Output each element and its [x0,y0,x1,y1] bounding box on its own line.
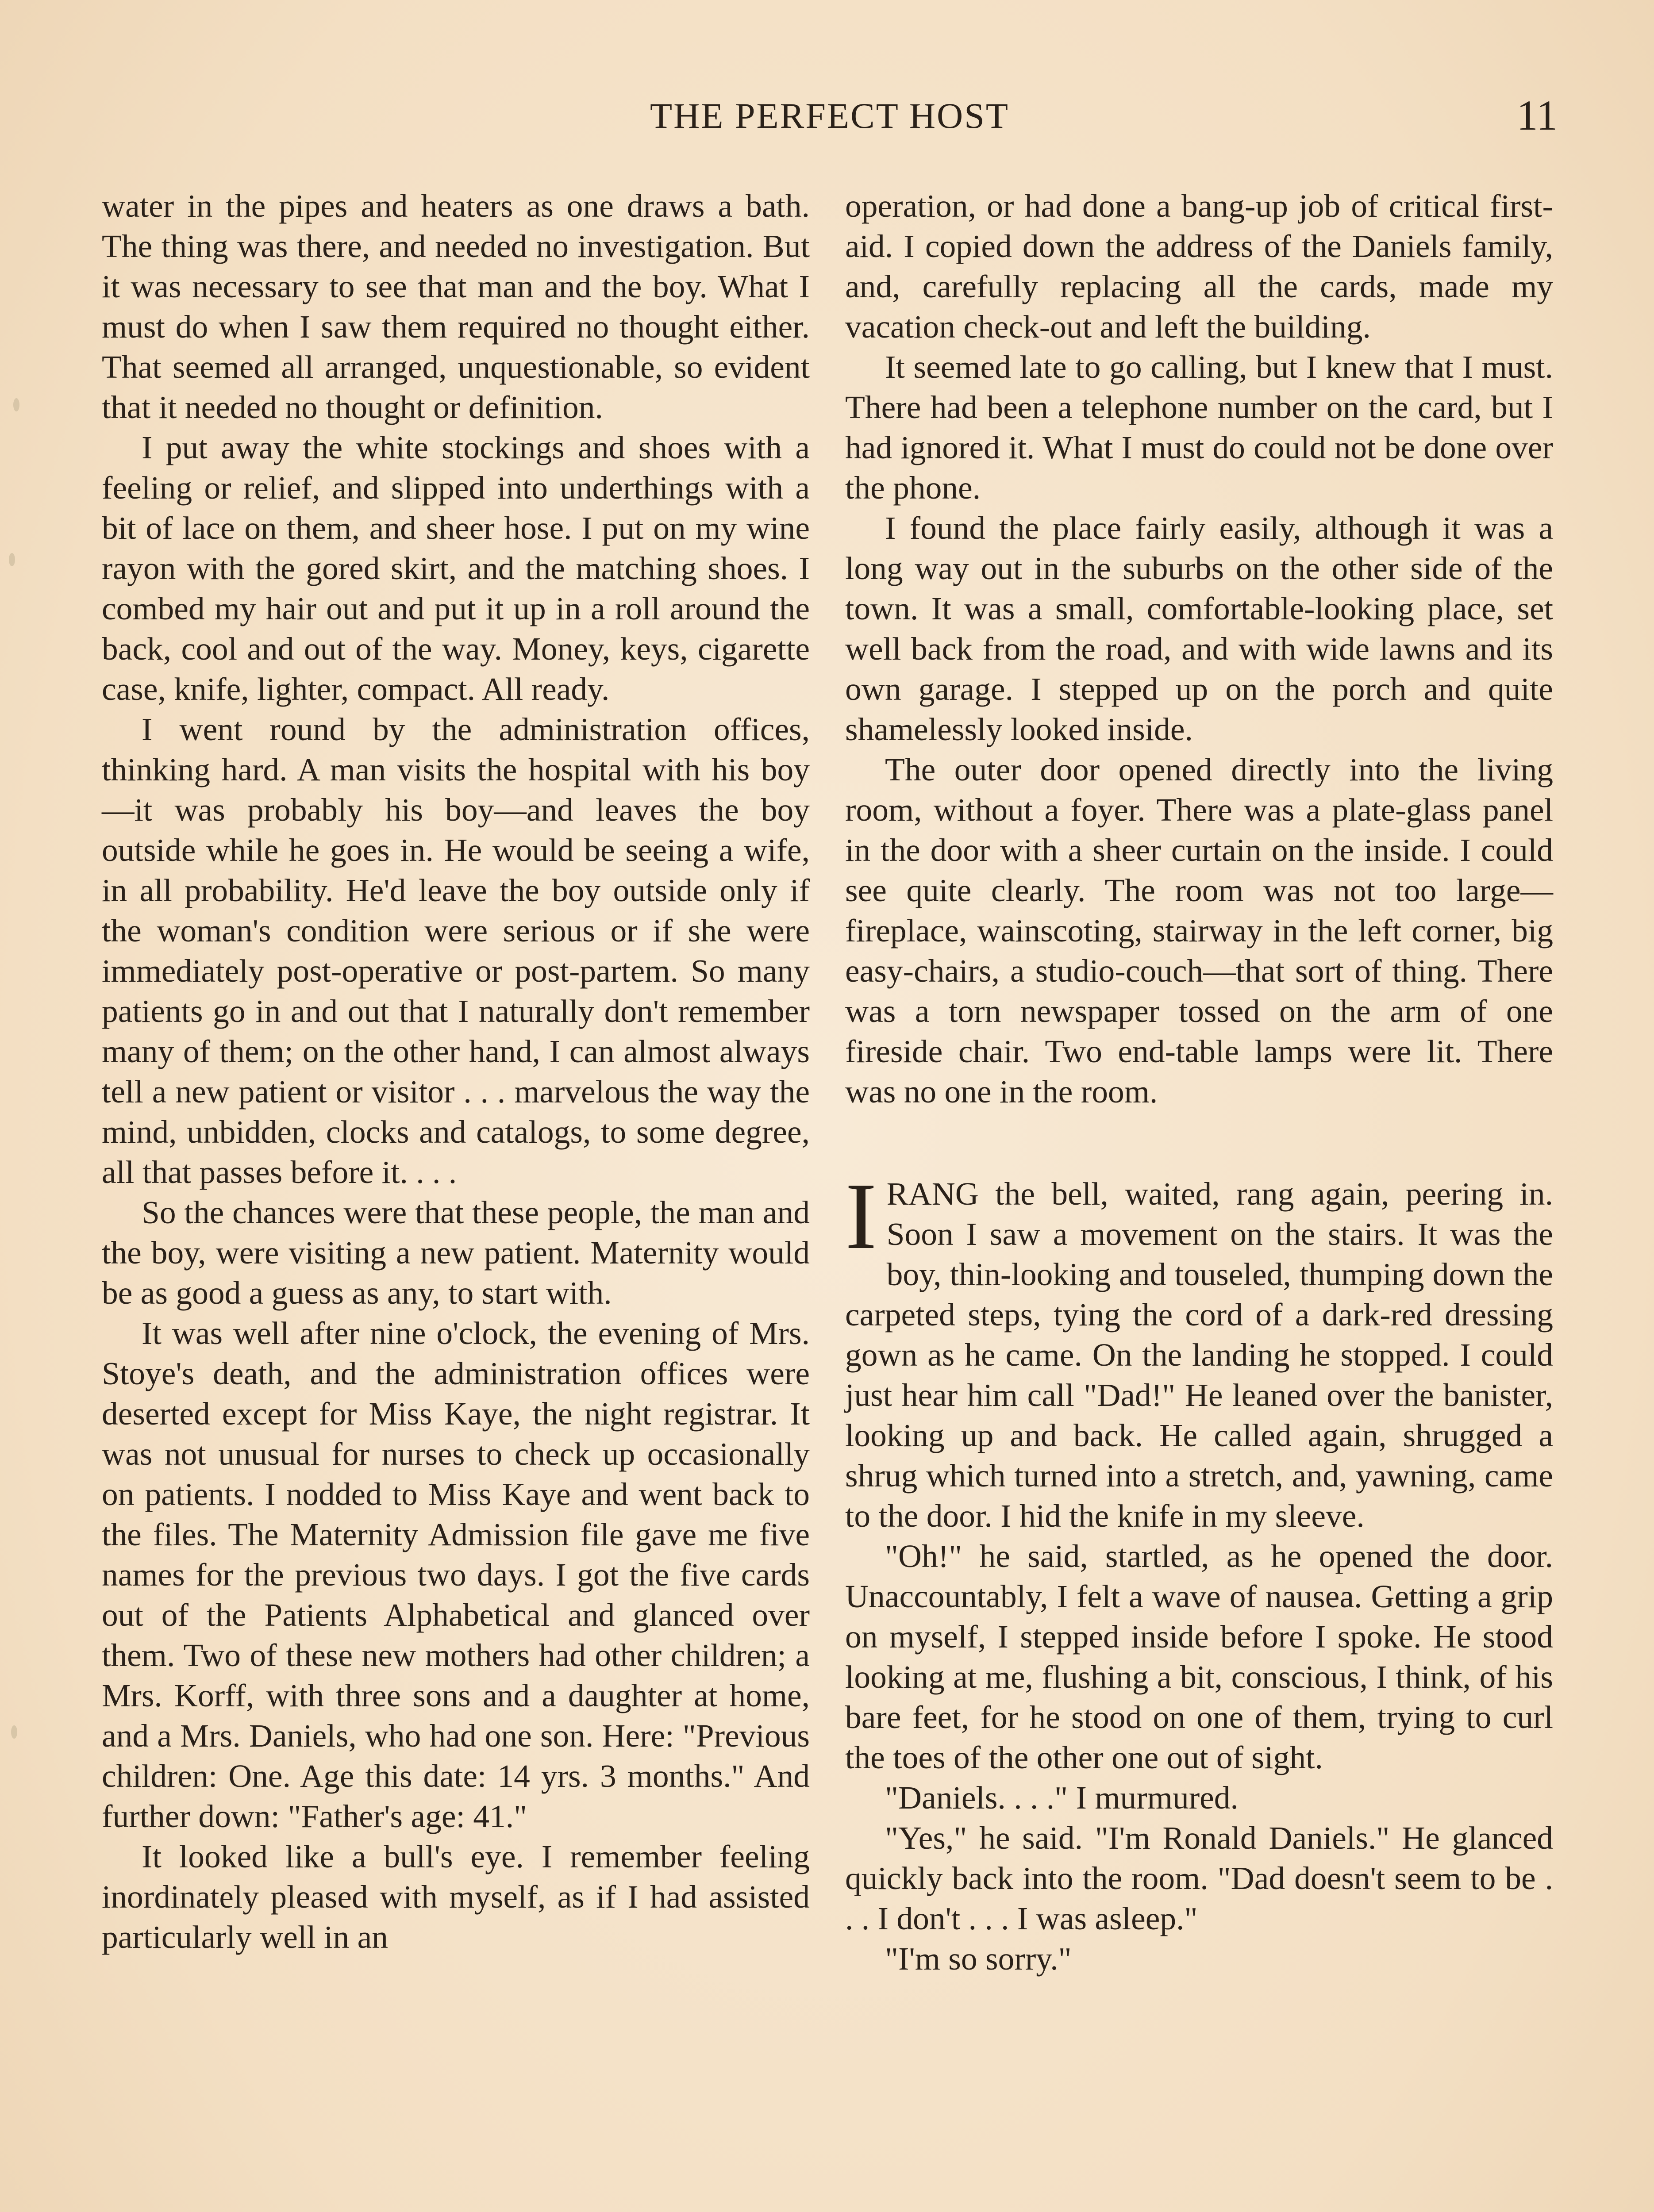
paragraph: I found the place fairly easily, although it was a long way out in the suburbs on the other side of the town. It was a small, comfortable-looking place, set well back from the road, and with wide lawns and its own garage. I stepped up on the porch and quite shamelessly looked inside. [845,510,1553,747]
paragraph: I went round by the administration offices, thinking hard. A man visits the hospital with his boy—it was probably his boy—and leaves the boy outside while he goes in. He would be seeing a wife, in all probability. He'd leave the boy outside only if the woman's condition were serious or if she were immediately post-operative or post-partem. So many patients go in and out that I naturally don't remember many of them; on the other hand, I can almost always tell a new patient or visitor . . . marvelous the way the mind, unbidden, clocks and catalogs, to some degree, all that passes before it. . . . [102,711,810,1190]
left-column [102,186,810,1957]
paragraph: I put away the white stockings and shoes with a feeling or relief, and slipped into underthings with a bit of lace on them, and sheer hose. I put on my wine rayon with the gored skirt, and the matching shoes. I combed my hair out and put it up in a roll around the back, cool and out of the way. Money, keys, cigarette case, knife, lighter, compact. All ready. [102,430,810,707]
paper-speck [11,1725,17,1739]
paragraph: water in the pipes and heaters as one draws a bath. The thing was there, and needed no investigation. But it was necessary to see that man and the boy. What I must do when I saw them required no thought either. That seemed all arranged, unquestionable, so evident that it needed no thought or definition. [102,188,810,425]
paragraph: The outer door opened directly into the living room, without a foyer. There was a plate-glass panel in the door with a sheer curtain on the inside. I could see quite clearly. The room was not too large—fireplace, wainscoting, stairway in the left corner, big easy-chairs, a studio-couch—that sort of thing. There was a torn newspaper tossed on the arm of one fireside chair. Two end-table lamps were lit. There was no one in the room. [845,752,1553,1110]
section-opening-paragraph [845,1163,1553,1536]
running-header [102,86,1558,139]
paragraph: "I'm so sorry." [885,1941,1072,1977]
right-column [845,186,1553,1979]
paragraph: "Oh!" he said, startled, as he opened the door. Unaccountably, I felt a wave of nausea. Getting a grip on myself, I stepped inside before I spoke. He stood looking at me, flushing a bit, conscious, I think, of his bare feet, for he stood on one of them, trying to curl the toes of the other one out of sight. [845,1538,1553,1775]
paragraph: So the chances were that these people, the man and the boy, were visiting a new patient. Maternity would be as good a guess as any, to start with. [102,1194,810,1311]
paper-speck [13,398,19,411]
page-title: THE PERFECT HOST [650,96,1009,136]
paragraph: It seemed late to go calling, but I knew that I must. There had been a telephone number on the card, but I had ignored it. What I must do could not be done over the phone. [845,349,1553,506]
paragraph: "Yes," he said. "I'm Ronald Daniels." He glanced quickly back into the room. "Dad doesn't seem to be . . . I don't . . . I was asleep." [845,1820,1553,1936]
drop-cap: I [845,1163,877,1269]
paragraph-text: RANG the bell, waited, rang again, peering in. Soon I saw a movement on the stairs. It was the boy, thin-looking and touseled, thumping down the carpeted steps, tying the cord of a dark-red dressing gown as he came. On the landing he stopped. I could just hear him call "Dad!" He leaned over the banister, looking up and back. He called again, shrugged a shrug which turned into a stretch, and, yawning, came to the door. I hid the knife in my sleeve. [845,1176,1553,1534]
paper-speck [9,553,15,566]
paragraph: It looked like a bull's eye. I remember feeling inordinately pleased with myself, as if I had assisted particularly well in an [102,1839,810,1955]
paragraph: "Daniels. . . ." I murmured. [885,1780,1239,1816]
paragraph: It was well after nine o'clock, the evening of Mrs. Stoye's death, and the administration offices were deserted except for Miss Kaye, the night registrar. It was not unusual for nurses to check up occasionally on patients. I nodded to Miss Kaye and went back to the files. The Maternity Admission file gave me five names for the previous two days. I got the five cards out of the Patients Alphabetical and glanced over them. Two of these new mothers had other children; a Mrs. Korff, with three sons and a daughter at home, and a Mrs. Daniels, who had one son. Here: "Previous children: One. Age this date: 14 yrs. 3 months." And further down: "Father's age: 41." [102,1315,810,1834]
page-number: 11 [1516,92,1558,139]
paragraph: operation, or had done a bang-up job of critical first-aid. I copied down the address of the Daniels family, and, carefully replacing all the cards, made my vacation check-out and left the building. [845,188,1553,345]
